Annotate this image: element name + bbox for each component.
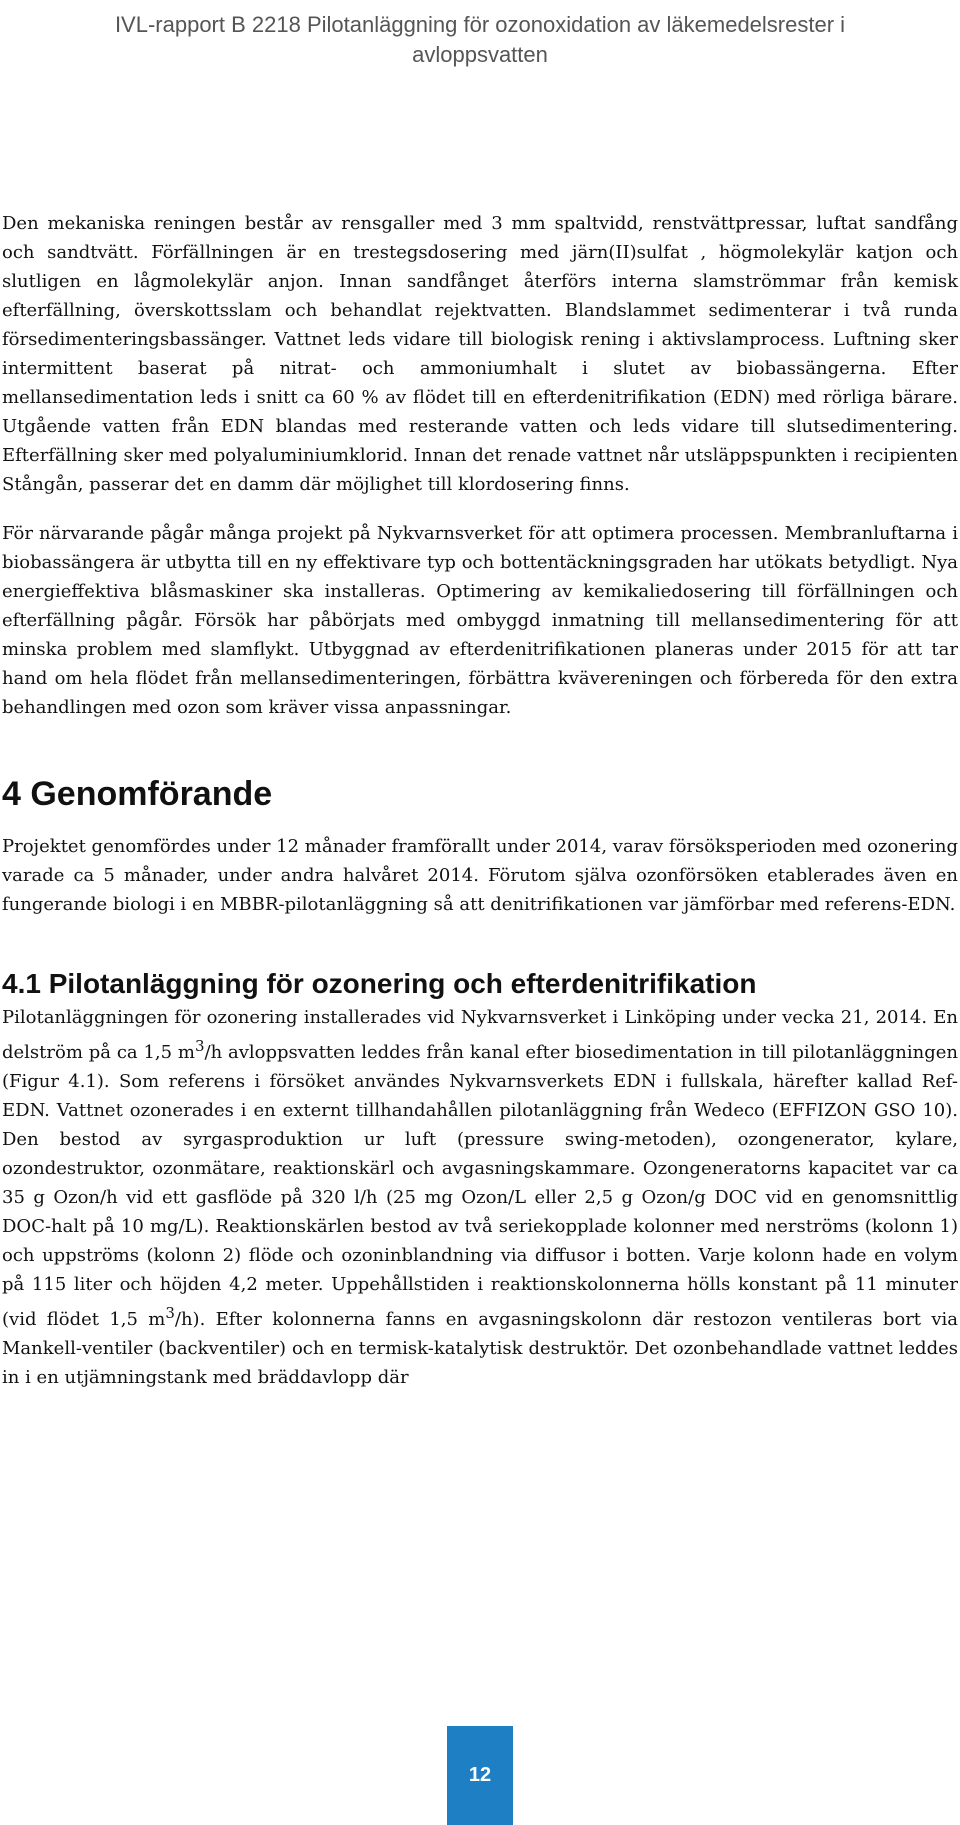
pilot-text-part-2: /h avloppsvatten leddes från kanal efter biosedimentation in till pilotanläggningen (Figur 4.1). Som referens i försöket användes Nykvarnsverkets EDN i fullskala, härefter kallad Ref-EDN. Vattnet ozonerades i en externt tillhandahållen pilotanläggning från Wedeco (EFFIZON GSO 10). Den bestod av syrgasproduktion ur luft (pressure swing-metoden), ozongenerator, kylare, ozondestruktor, ozonmätare, reaktionskärl och avgasningskammare. Ozongeneratorns kapacitet var ca 35 g Ozon/h vid ett gasflöde på 320 l/h (25 mg Ozon/L eller 2,5 g Ozon/g DOC vid en genomsnittlig DOC-halt på 10 mg/L). Reaktionskärlen bestod av två seriekopplade kolonner med nerströms (kolonn 1) och uppströms (kolonn 2) flöde och ozoninblandning via diffusor i botten. Varje kolonn hade en volym på 115 liter och höjden 4,2 meter. Uppehållstiden i reaktionskolonnerna hölls konstant på 11 minuter (vid flödet 1,5 m: [2, 1042, 958, 1330]
subsection-heading-pilot-plant: 4.1 Pilotanläggning för ozonering och efterdenitrifikation: [2, 968, 757, 999]
section-heading-genomforande: 4 Genomförande: [2, 775, 273, 813]
pilot-text-part-1: Pilotanläggningen för ozonering installerades vid Nykvarnsverket i Linköping under vecka 21, 2014. En delström på ca 1,5 m: [2, 1007, 958, 1063]
paragraph-project-overview: Projektet genomfördes under 12 månader framförallt under 2014, varav försöksperioden med ozonering varade ca 5 månader, under andra halvåret 2014. Förutom själva ozonförsöken etablerades även en fungerande biologi i en MBBR-pilotanläggning så att denitrifikationen var jämförbar med referens-EDN.: [2, 836, 958, 915]
running-header-line-2: avloppsvatten: [412, 42, 548, 67]
superscript-cubic-1: 3: [194, 1037, 205, 1055]
page-number: 12: [468, 1764, 492, 1786]
page-number-box: [447, 1726, 513, 1825]
paragraph-pilot-plant: [2, 1003, 958, 1392]
paragraph-mechanical-treatment: Den mekaniska reningen består av rensgaller med 3 mm spaltvidd, renstvättpressar, luftat sandfång och sandtvätt. Förfällningen är en trestegsdosering med järn(II)sulfat , högmolekylär katjon och slutligen en lågmolekylär anjon. Innan sandfånget återförs interna slamströmmar från kemisk efterfällning, överskottsslam och behandlat rejektvatten. Blandslammet sedimenterar i två runda försedimenteringsbassänger. Vattnet leds vidare till biologisk rening i aktivslamprocess. Luftning sker intermittent baserat på nitrat- och ammoniumhalt i slutet av biobassängerna. Efter mellansedimentation leds i snitt ca 60 % av flödet till en efterdenitrifikation (EDN) med rörliga bärare. Utgående vatten från EDN blandas med resterande vatten och leds vidare till slutsedimentering. Efterfällning sker med polyaluminiumklorid. Innan det renade vattnet når utsläppspunkten i recipienten Stångån, passerar det en damm där möjlighet till klordosering finns.: [2, 213, 958, 495]
pilot-text-part-3: /h). Efter kolonnerna fanns en avgasningskolonn där restozon ventileras bort via Mankell-ventiler (backventiler) och en termisk-katalytisk destruktör. Det ozonbehandlade vattnet leddes in i en utjämningstank med bräddavlopp där: [2, 1309, 958, 1388]
paragraph-ongoing-projects: För närvarande pågår många projekt på Nykvarnsverket för att optimera processen. Membranluftarna i biobassängera är utbytta till en ny effektivare typ och bottentäckningsgraden har utökats betydligt. Nya energieffektiva blåsmaskiner ska installeras. Optimering av kemikaliedosering till förfällningen och efterfällning pågår. Försök har påbörjats med ombyggd inmatning till mellansedimentering för att minska problem med slamflykt. Utbyggnad av efterdenitrifikationen planeras under 2015 för att tar hand om hela flödet från mellansedimenteringen, förbättra kvävereningen och förbereda för den extra behandlingen med ozon som kräver vissa anpassningar.: [2, 523, 958, 718]
superscript-cubic-2: 3: [165, 1304, 175, 1322]
page-content: [0, 209, 960, 1392]
running-header-line-1: IVL-rapport B 2218 Pilotanläggning för ozonoxidation av läkemedelsrester i: [114, 12, 846, 37]
running-header: [0, 10, 960, 70]
